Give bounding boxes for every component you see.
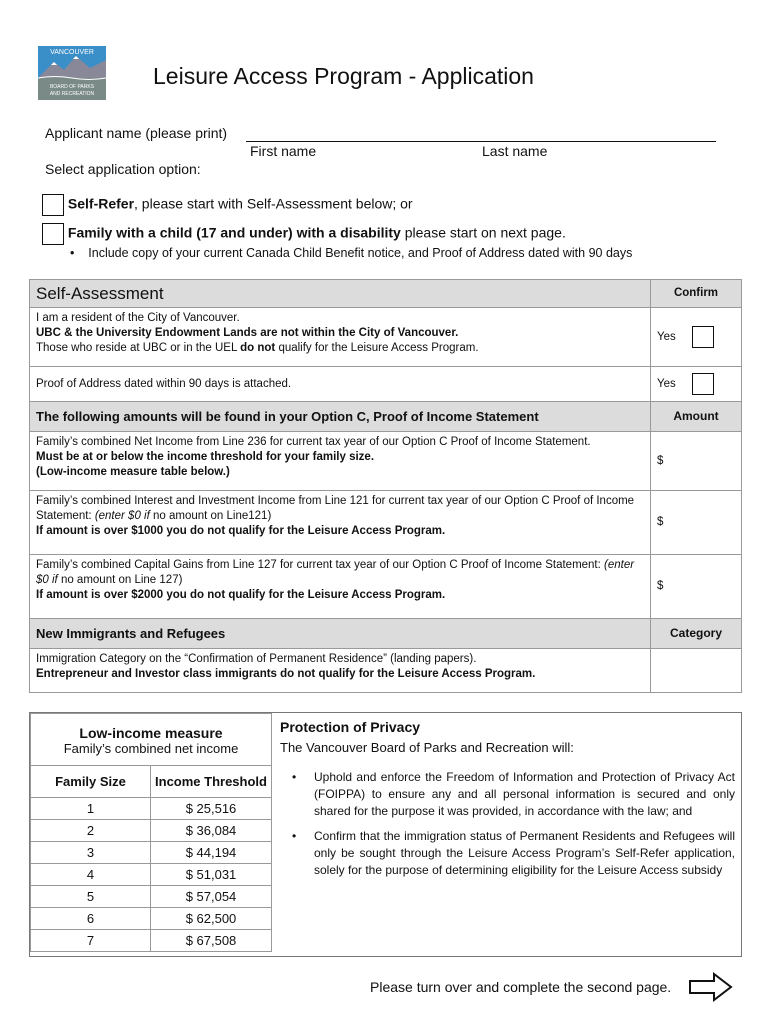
opt1-text: , please start with Self-Assessment below; or bbox=[134, 195, 413, 212]
select-option-label: Select application option: bbox=[45, 161, 201, 177]
privacy-section bbox=[280, 719, 735, 887]
confirm-header: Confirm bbox=[651, 280, 742, 308]
lim-row bbox=[31, 930, 272, 952]
amount-header: Amount bbox=[651, 402, 742, 432]
svg-text:VANCOUVER: VANCOUVER bbox=[50, 49, 94, 56]
privacy-title: Protection of Privacy bbox=[280, 719, 421, 735]
opt2-text: please start on next page. bbox=[400, 224, 566, 241]
opt2-bold: Family with a child (17 and under) with a disability bbox=[67, 224, 401, 241]
proof-address-checkbox[interactable] bbox=[692, 373, 714, 395]
svg-text:BOARD OF PARKS: BOARD OF PARKS bbox=[49, 84, 95, 90]
family-size-cell: 1 bbox=[31, 798, 151, 820]
resident-checkbox[interactable] bbox=[692, 326, 714, 348]
capital-gains-field[interactable]: $ bbox=[651, 555, 742, 619]
applicant-name-label: Applicant name (please print) bbox=[45, 125, 228, 141]
last-name-label: Last name bbox=[482, 143, 548, 159]
low-income-table bbox=[30, 713, 272, 766]
threshold-cell: $ 67,508 bbox=[151, 930, 272, 952]
immigrants-header: New Immigrants and Refugees bbox=[30, 619, 651, 649]
lim-row bbox=[31, 886, 272, 908]
opt1-bold: Self-Refer bbox=[67, 195, 135, 212]
immigration-row: Immigration Category on the “Confirmation of Permanent Residence” (landing papers). Entrepreneur and Investor class immigrants do not qualify for the Leisure Access Program. bbox=[30, 649, 651, 693]
privacy-bullet: • Confirm that the immigration status of Permanent Residents and Refugees will only be sought through the Leisure Access Program’s Self-Refer application, solely for the purpose of determining eligibility for the Leisure Access subsidy bbox=[292, 828, 735, 879]
threshold-cell: $ 51,031 bbox=[151, 864, 272, 886]
lim-row bbox=[31, 842, 272, 864]
family-disability-checkbox[interactable] bbox=[42, 223, 64, 245]
threshold-cell: $ 36,084 bbox=[151, 820, 272, 842]
income-header: The following amounts will be found in your Option C, Proof of Income Statement bbox=[30, 402, 651, 432]
family-size-cell: 3 bbox=[31, 842, 151, 864]
resident-row: I am a resident of the City of Vancouver. UBC & the University Endowment Lands are not within the City of Vancouver. Those who reside at UBC or in the UEL do not qualify for the Leisure Access Program. bbox=[30, 308, 651, 367]
family-size-cell: 5 bbox=[31, 886, 151, 908]
capital-gains-row: Family’s combined Capital Gains from Line 127 for current tax year of our Option C Proof of Income Statement: (enter $0 if no amount on Line 127) If amount is over $2000 you do not qualify for the Leisure Access Program. bbox=[30, 555, 651, 619]
threshold-cell: $ 57,054 bbox=[151, 886, 272, 908]
lim-row bbox=[31, 798, 272, 820]
income-threshold-header: Income Threshold bbox=[151, 766, 272, 798]
lim-title: Low-income measure bbox=[79, 725, 223, 741]
svg-text:AND RECREATION: AND RECREATION bbox=[49, 91, 95, 97]
self-refer-checkbox[interactable] bbox=[42, 194, 64, 216]
self-assessment-table bbox=[29, 279, 742, 693]
category-header: Category bbox=[651, 619, 742, 649]
net-income-field[interactable]: $ bbox=[651, 432, 742, 491]
category-field[interactable] bbox=[651, 649, 742, 693]
lim-subtitle: Family’s combined net income bbox=[63, 741, 239, 756]
lim-row bbox=[31, 908, 272, 930]
privacy-intro: The Vancouver Board of Parks and Recreation will: bbox=[280, 740, 574, 755]
yes-label: Yes bbox=[657, 378, 676, 391]
interest-income-row: Family’s combined Interest and Investment Income from Line 121 for current tax year of our Option C Proof of Income Statement: (enter $0 if no amount on Line121) If amount is over $1000 you do not qualify for the Leisure Access Program. bbox=[30, 491, 651, 555]
interest-income-field[interactable]: $ bbox=[651, 491, 742, 555]
family-size-cell: 6 bbox=[31, 908, 151, 930]
family-size-cell: 2 bbox=[31, 820, 151, 842]
self-assessment-title: Self-Assessment bbox=[30, 280, 651, 308]
proof-address-row: Proof of Address dated within 90 days is attached. bbox=[30, 367, 651, 402]
first-name-label: First name bbox=[250, 143, 317, 159]
net-income-row: Family’s combined Net Income from Line 236 for current tax year of our Option C Proof of Income Statement. Must be at or below the income threshold for your family size. (Low-income measure table below.) bbox=[30, 432, 651, 491]
family-size-cell: 4 bbox=[31, 864, 151, 886]
applicant-name-field[interactable] bbox=[246, 141, 716, 142]
threshold-cell: $ 62,500 bbox=[151, 908, 272, 930]
threshold-cell: $ 25,516 bbox=[151, 798, 272, 820]
yes-label: Yes bbox=[657, 331, 676, 344]
opt2-bullet: • Include copy of your current Canada Child Benefit notice, and Proof of Address dated with 90 days bbox=[70, 246, 633, 260]
privacy-bullet: • Uphold and enforce the Freedom of Information and Protection of Privacy Act (FOIPPA) to ensure any and all personal information is secured and only shared for the purpose it was provided, in accordance with the law; and bbox=[292, 769, 735, 820]
family-size-cell: 7 bbox=[31, 930, 151, 952]
right-arrow-icon bbox=[688, 972, 734, 1007]
lim-row bbox=[31, 820, 272, 842]
footer-note: Please turn over and complete the second page. bbox=[370, 979, 672, 995]
threshold-cell: $ 44,194 bbox=[151, 842, 272, 864]
page-title: Leisure Access Program - Application bbox=[153, 63, 534, 89]
lim-row bbox=[31, 864, 272, 886]
vancouver-parks-logo bbox=[38, 46, 106, 100]
bottom-box bbox=[29, 712, 742, 957]
family-size-header: Family Size bbox=[31, 766, 151, 798]
